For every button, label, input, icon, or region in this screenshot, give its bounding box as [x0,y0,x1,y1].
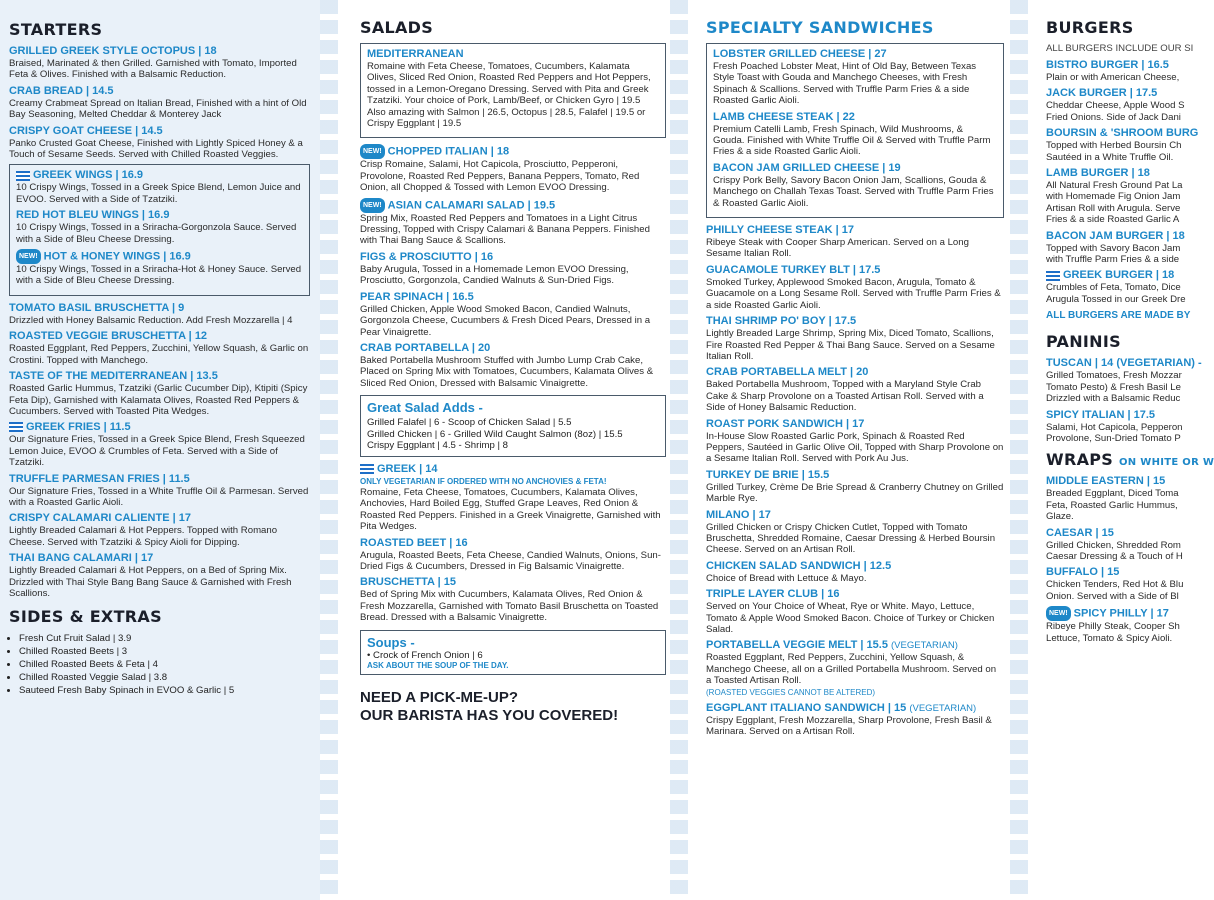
item-name [360,198,666,213]
item-name: CRISPY CALAMARI CALIENTE | 17 [9,512,191,525]
menu-item [360,537,666,573]
item-desc: Served on Your Choice of Wheat, Rye or White. Mayo, Lettuce, Tomato & Apple Wood Smoked Bacon. Choice of Turkey or Chicken Salad. [706,601,995,635]
item-desc: Breaded Eggplant, Diced Toma Feta, Roasted Garlic Hummus, Glaze. [1046,488,1179,523]
item-desc: 10 Crispy Wings, Tossed in a Sriracha-Hot & Honey Sauce. Served with a Side of Bleu Cheese Dressing. [16,264,302,287]
salad-adds-title: Great Salad Adds - [367,400,483,416]
menu-item [360,463,666,533]
menu-item [9,125,310,161]
item-desc: Crumbles of Feta, Tomato, Dice Arugula Tossed in our Greek Dre [1046,282,1186,305]
menu-item [16,209,303,245]
item-name: THAI BANG CALAMARI | 17 [9,552,154,565]
item-desc: Lightly Breaded Large Shrimp, Spring Mix, Diced Tomato, Scallions, Fire Roasted Red Pepper & Thai Bang Sauce. Served on a Sesame Italian Roll. [706,328,995,362]
item-desc: Fresh Poached Lobster Meat, Hint of Old Bay, Between Texas Style Toast with Gouda and Manchego Cheeses, with Fresh Spinach & Scallions. Served with Truffle Parm Fries & a side Roasted Garlic Aioli. [713,61,977,107]
new-badge: NEW! [360,198,385,213]
menu-item [9,45,310,81]
item-desc: Chicken Tenders, Red Hot & Blu Onion. Served with a Side of Bl [1046,579,1184,602]
mediterranean-box [360,43,666,138]
item-name: PEAR SPINACH | 16.5 [360,290,474,303]
item-name-text: GREEK | 14 [377,462,438,475]
item-name: GUACAMOLE TURKEY BLT | 17.5 [706,263,881,276]
menu-item [9,512,310,548]
item-name: FIGS & PROSCIUTTO | 16 [360,250,494,263]
vegetarian-label: (VEGETARIAN) [891,640,958,652]
item-name: BRUSCHETTA | 15 [360,576,456,589]
soup-note: ASK ABOUT THE SOUP OF THE DAY. [367,661,509,671]
item-name: TUSCAN | 14 (VEGETARIAN) - [1046,357,1202,370]
menu-item [706,560,1004,584]
menu-item [9,330,310,366]
item-desc: Grilled Chicken or Crispy Chicken Cutlet, Topped with Tomato Bruschetta, Shredded Romaine, Caesar Dressing & Herbed Boursin Cheese. Served on an Artisan Roll. [706,521,996,556]
menu-item [713,48,997,107]
item-name: TURKEY DE BRIE | 15.5 [706,468,830,481]
salad-adds-line: Grilled Falafel | 6 - Scoop of Chicken Salad | 5.5 [367,417,572,429]
pickme-line: NEED A PICK-ME-UP? [360,689,519,707]
soups-title: Soups - [367,634,415,650]
menu-item [706,639,1004,698]
item-name [706,702,1004,715]
greek-flag-icon [360,464,374,474]
menu-item [367,48,659,129]
menu-item [706,315,1004,362]
sandwiches-column [690,0,1010,900]
sides-list [9,632,310,697]
pickme-line: OUR BARISTA HAS YOU COVERED! [360,707,619,725]
menu-item [9,552,310,599]
item-name: MILANO | 17 [706,508,771,521]
starters-column [0,0,320,900]
menu-item [1046,527,1200,563]
item-name: TRIPLE LAYER CLUB | 16 [706,588,840,601]
menu-item [1046,357,1200,404]
item-desc: Topped with Savory Bacon Jam with Truffle Parm Fries & a side [1046,242,1181,266]
item-desc: Baby Arugula, Tossed in a Homemade Lemon EVOO Dressing, Prosciutto, Gorgonzola, Candied Walnuts & Sun-Dried Figs. [360,263,629,287]
item-desc: Premium Catelli Lamb, Fresh Spinach, Wild Mushrooms, & Gouda. Finished with White Truffle Oil & Served with Truffle Parm Fries & a side Roasted Garlic Aioli. [713,123,991,158]
item-name: ROASTED VEGGIE BRUSCHETTA | 12 [9,330,208,343]
menu-item [360,291,666,338]
item-desc: Roasted Eggplant, Red Peppers, Zucchini, Yellow Squash, & Manchego Cheese, all on a Grilled Portabella Mushroom. Served on a Toasted Artisan Roll. [706,652,997,687]
item-desc: Topped with Herbed Boursin Ch Sautéed in a White Truffle Oil. [1046,140,1182,163]
sandwiches-heading: SPECIALTY SANDWICHES [706,18,934,37]
item-desc: Smoked Turkey, Applewood Smoked Bacon, Arugula, Tomato & Guacamole on a Long Sesame Roll. Served with Truffle Parm Fries & a side Roasted Garlic Aioli. [706,276,1001,311]
item-desc: Crispy Eggplant, Fresh Mozzarella, Sharp Provolone, Fresh Basil & Marinara. Served on a Artisan Roll. [706,715,992,738]
item-name: ROASTED BEET | 16 [360,536,468,549]
menu-item [1046,59,1200,83]
item-name: TOMATO BASIL BRUSCHETTA | 9 [9,301,185,314]
salads-heading: SALADS [360,18,434,37]
item-name-text: CHOPPED ITALIAN | 18 [387,145,510,158]
menu-item [706,366,1004,413]
item-name: MIDDLE EASTERN | 15 [1046,475,1166,488]
item-name: BISTRO BURGER | 16.5 [1046,59,1169,71]
item-desc: Salami, Hot Capicola, Pepperon Provolone, Sun-Dried Tomato P [1046,421,1183,444]
item-note: ONLY VEGETARIAN IF ORDERED WITH NO ANCHOVIES & FETA! [360,476,607,486]
item-desc: Lightly Breaded Calamari & Hot Peppers, on a Bed of Spring Mix. Drizzled with Thai Style Bang Bang Sauce & Garnished with Fresh Scallions. [9,565,292,599]
item-desc: Choice of Bread with Lettuce & Mayo. [706,572,867,584]
item-note: (ROASTED VEGGIES CANNOT BE ALTERED) [706,687,876,697]
menu-item [1046,230,1200,266]
item-desc: Panko Crusted Goat Cheese, Finished with Lightly Spiced Honey & a Touch of Sesame Seeds. Served with Chilled Roasted Veggies. [9,137,303,161]
item-name [360,463,666,476]
list-item: • Sauteed Fresh Baby Spinach in EVOO & Garlic | 5 [19,684,310,697]
item-name [706,639,1004,652]
item-desc: Roasted Garlic Hummus, Tzatziki (Garlic Cucumber Dip), Ktipiti (Spicy Feta Dip), Garnished with Kalamata Olives, Roasted Red Peppers & Cucumbers. Served with Toasted Pita Wedges. [9,383,308,417]
item-name: BOURSIN & 'SHROOM BURG [1046,127,1199,140]
item-name: LAMB BURGER | 18 [1046,167,1150,180]
item-name [1046,269,1200,282]
wraps-title: WRAPS [1046,450,1114,470]
item-name: THAI SHRIMP PO' BOY | 17.5 [706,315,857,328]
item-name [1046,606,1200,621]
item-name: LOBSTER GRILLED CHEESE | 27 [713,48,887,60]
menu-item [1046,269,1200,305]
item-name: ROAST PORK SANDWICH | 17 [706,417,865,430]
item-desc: Cheddar Cheese, Apple Wood S Fried Onions. Side of Jack Dani [1046,100,1185,123]
menu-item [706,469,1004,505]
item-desc: Drizzled with Honey Balsamic Reduction. Add Fresh Mozzarella | 4 [9,314,293,326]
menu-item [1046,606,1200,644]
menu-item [9,302,310,326]
item-desc: Roasted Eggplant, Red Peppers, Zucchini, Yellow Squash, & Garlic on Crostini. Topped with Manchego. [9,343,309,366]
menu-item [706,264,1004,311]
new-badge: NEW! [16,249,41,264]
burgers-footer: ALL BURGERS ARE MADE BY [1046,310,1191,322]
menu-item [706,224,1004,260]
item-desc: Grilled Chicken, Apple Wood Smoked Bacon, Candied Walnuts, Gorgonzola Cheese, Cucumbers & Fresh Diced Pears, Dressed in a Pear Vinaigrette. [360,303,651,338]
item-name-text: GREEK FRIES | 11.5 [26,421,131,434]
menu-item [16,249,303,287]
item-desc: Our Signature Fries, Tossed in a Greek Spice Blend, Fresh Squeezed Lemon Juice, EVOO & Crumbles of Feta. Served with a Side of Tzatziki. [9,434,305,469]
menu-item [9,473,310,509]
item-name [9,421,310,434]
item-desc: Lightly Breaded Calamari & Hot Peppers. Topped with Romano Cheese. Served with Tzatziki & Spicy Aioli for Dipping. [9,525,278,548]
item-name: SPICY ITALIAN | 17.5 [1046,408,1156,421]
item-desc: Braised, Marinated & then Grilled. Garnished with Tomato, Imported Feta & Olives. Finished with a Balsamic Reduction. [9,58,297,81]
item-desc: Plain or with American Cheese, [1046,72,1180,83]
item-desc: Crispy Pork Belly, Savory Bacon Onion Jam, Scallions, Gouda & Manchego on Challah Texas Toast. Served with Truffle Parm Fries & Roasted Garlic Aioli. [713,174,994,209]
menu-item [9,85,310,121]
item-name-text: GREEK WINGS | 16.9 [33,169,144,182]
list-item: • Chilled Roasted Beets & Feta | 4 [19,658,310,671]
salads-column [340,0,672,900]
list-item: • Chilled Roasted Beets | 3 [19,645,310,658]
starters-heading: STARTERS [9,20,103,39]
starters-list-2 [9,302,310,600]
salad-adds-box [360,395,666,457]
burgers-subtitle: ALL BURGERS INCLUDE OUR SI [1046,43,1194,54]
item-name-text: HOT & HONEY WINGS | 16.9 [43,250,191,263]
premium-sandwiches-box [706,43,1004,218]
wings-box [9,164,310,295]
item-desc: Ribeye Steak with Cooper Sharp American. Served on a Long Sesame Italian Roll. [706,237,969,260]
starters-list [9,45,310,160]
wraps-heading [1046,450,1214,470]
menu-item [713,111,997,158]
list-item: • Chilled Roasted Veggie Salad | 3.8 [19,671,310,684]
item-name: TRUFFLE PARMESAN FRIES | 11.5 [9,472,190,485]
item-desc: 10 Crispy Wings, Tossed in a Greek Spice Blend, Lemon Juice and EVOO. Served with a Side of Tzatziki. [16,182,301,205]
greek-flag-icon [9,422,23,432]
item-name: CRISPY GOAT CHEESE | 14.5 [9,124,163,137]
menu-item [706,702,1004,738]
item-name: PHILLY CHEESE STEAK | 17 [706,224,854,237]
item-name: JACK BURGER | 17.5 [1046,87,1158,100]
item-name-text: SPICY PHILLY | 17 [1073,607,1169,620]
item-desc: Grilled Chicken, Shredded Rom Caesar Dressing & a Touch of H [1046,539,1183,562]
item-desc: Spring Mix, Roasted Red Peppers and Tomatoes in a Light Citrus Dressing, Topped with Crispy Calamari & Banana Peppers. Finished with Thai Bang Sauce & Scallions. [360,212,650,247]
menu-item [9,370,310,417]
pickme-text [360,689,666,725]
paninis-heading: PANINIS [1046,332,1121,352]
menu-item [706,588,1004,635]
item-name-text: GREEK BURGER | 18 [1063,269,1175,282]
item-name: TASTE OF THE MEDITERRANEAN | 13.5 [9,370,218,383]
item-desc: Arugula, Roasted Beets, Feta Cheese, Candied Walnuts, Onions, Sun-Dried Figs & Cucumbers, Dressed in Fig Balsamic Vinaigrette. [360,549,661,573]
item-name: CRAB PORTABELLA MELT | 20 [706,366,869,379]
item-desc: Ribeye Philly Steak, Cooper Sh Lettuce, Tomato & Spicy Aioli. [1046,621,1180,644]
menu-item [706,509,1004,556]
item-desc: All Natural Fresh Ground Pat La with Homemade Fig Onion Jam Artisan Roll with Arugula. Serve Fries & a side Roasted Garlic A [1046,180,1183,226]
item-name: CHICKEN SALAD SANDWICH | 12.5 [706,559,892,572]
greek-key-border-right [1010,0,1028,900]
item-name: RED HOT BLEU WINGS | 16.9 [16,209,170,222]
list-item: • Fresh Cut Fruit Salad | 3.9 [19,632,310,645]
item-desc: Creamy Crabmeat Spread on Italian Bread, Finished with a hint of Old Bay Seasoning, Melted Cheddar & Monterey Jack [9,97,307,121]
item-name: MEDITERRANEAN [367,48,464,60]
greek-key-border-left [320,0,338,900]
item-name: BACON JAM BURGER | 18 [1046,229,1185,242]
menu-item [360,342,666,389]
greek-flag-icon [16,171,30,181]
greek-key-border-mid [670,0,688,900]
item-name: LAMB CHEESE STEAK | 22 [713,110,855,123]
menu-item [1046,87,1200,123]
burgers-column [1030,0,1214,900]
salad-adds-line: Crispy Eggplant | 4.5 - Shrimp | 8 [367,440,508,452]
item-desc: In-House Slow Roasted Garlic Pork, Spinach & Roasted Red Peppers, Sautéed in Garlic Olive Oil, Topped with Sharp Provolone on a Sesame Italian Roll. Served with Pork Au Jus. [706,430,1004,465]
soups-box [360,630,666,676]
menu-item [360,576,666,623]
new-badge: NEW! [360,144,385,159]
item-name-text: PORTABELLA VEGGIE MELT | 15.5 [706,639,888,652]
vegetarian-label: (VEGETARIAN) [909,703,977,715]
item-name-text: ASIAN CALAMARI SALAD | 19.5 [387,199,556,212]
item-name [360,144,666,159]
menu-item [360,144,666,193]
item-desc: Baked Portabella Mushroom, Topped with a Maryland Style Crab Cake & Sharp Provolone on a Toasted Artisan Roll. Served with a Side of Honey Balsamic Reduction. [706,379,984,414]
menu-item [706,418,1004,465]
item-desc: Our Signature Fries, Tossed in a White Truffle Oil & Parmesan. Served with a Roasted Garlic Aioli. [9,485,309,508]
soup-line-text: Crock of French Onion | 6 [373,649,483,661]
item-name [16,169,303,182]
item-desc: Bed of Spring Mix with Cucumbers, Kalamata Olives, Red Onion & Fresh Mozzarella, Garnished with Tomato Basil Bruschetta on Toasted Bread. Dressed with a Balsamic Vinaigrette. [360,589,659,624]
item-name: BACON JAM GRILLED CHEESE | 19 [713,161,901,174]
menu-item [1046,475,1200,522]
greek-flag-icon [1046,271,1060,281]
item-desc: Grilled Tomatoes, Fresh Mozzar Tomato Pesto) & Fresh Basil Le Drizzled with a Balsamic Reduc [1046,370,1182,405]
menu-item [9,421,310,468]
item-name: GRILLED GREEK STYLE OCTOPUS | 18 [9,45,217,57]
menu-item [360,198,666,247]
item-desc: Romaine, Feta Cheese, Tomatoes, Cucumbers, Kalamata Olives, Anchovies, Hard Boiled Egg, Stuffed Grape Leaves, Red Onion & Roasted Red Peppers. Finished in a Greek Vinaigrette, Garnished with Pita Wedges. [360,487,661,533]
wraps-subtitle: ON WHITE OR W [1118,457,1214,469]
burgers-heading: BURGERS [1046,18,1134,37]
item-name-text: EGGPLANT ITALIANO SANDWICH | 15 [706,702,907,715]
item-name [16,249,303,264]
item-name: CRAB BREAD | 14.5 [9,84,114,97]
menu-item [1046,409,1200,445]
item-desc: Grilled Turkey, Crème De Brie Spread & Cranberry Chutney on Grilled Marble Rye. [706,481,1004,505]
new-badge: NEW! [1046,606,1071,621]
item-desc: 10 Crispy Wings, Tossed in a Sriracha-Gorgonzola Sauce. Served with a Side of Bleu Cheese Dressing. [16,222,297,245]
item-name: CRAB PORTABELLA | 20 [360,341,491,354]
menu-item [1046,167,1200,226]
item-desc: Romaine with Feta Cheese, Tomatoes, Cucumbers, Kalamata Olives, Sliced Red Onion, Roasted Red Peppers and Hot Peppers, tossed in a Lemon-Oregano Dressing. Served with Pita and Greek Tzatziki. Your choice of Pork, Lamb/Beef, or Chicken Gyro | 19.5 Also amazing with Salmon | 26.5, Octopus | 28.5, Falafel | 19.5 or Crispy Eggplant | 19.5 [367,61,651,130]
item-name: CAESAR | 15 [1046,526,1114,539]
menu-item [360,251,666,287]
item-name: BUFFALO | 15 [1046,566,1120,579]
menu-item [16,169,303,205]
sides-heading: SIDES & EXTRAS [9,607,162,627]
soup-line: • Crock of French Onion | 6 [367,649,483,661]
item-desc: Baked Portabella Mushroom Stuffed with Jumbo Lump Crab Cake, Placed on Spring Mix with Tomatoes, Cucumbers, Kalamata Olives & Sliced Red Onion, Dressed with Balsamic Vinaigrette. [360,354,654,389]
salad-adds-line: Grilled Chicken | 6 - Grilled Wild Caught Salmon (8oz) | 15.5 [367,428,623,440]
menu-item [1046,127,1200,163]
menu-item [713,162,997,209]
item-desc: Crisp Romaine, Salami, Hot Capicola, Prosciutto, Pepperoni, Provolone, Roasted Red Peppers, Banana Peppers, Tomato, Red Onion, all Chopped & Tossed with Lemon EVOO Dressing. [360,159,640,194]
menu-item [1046,566,1200,602]
